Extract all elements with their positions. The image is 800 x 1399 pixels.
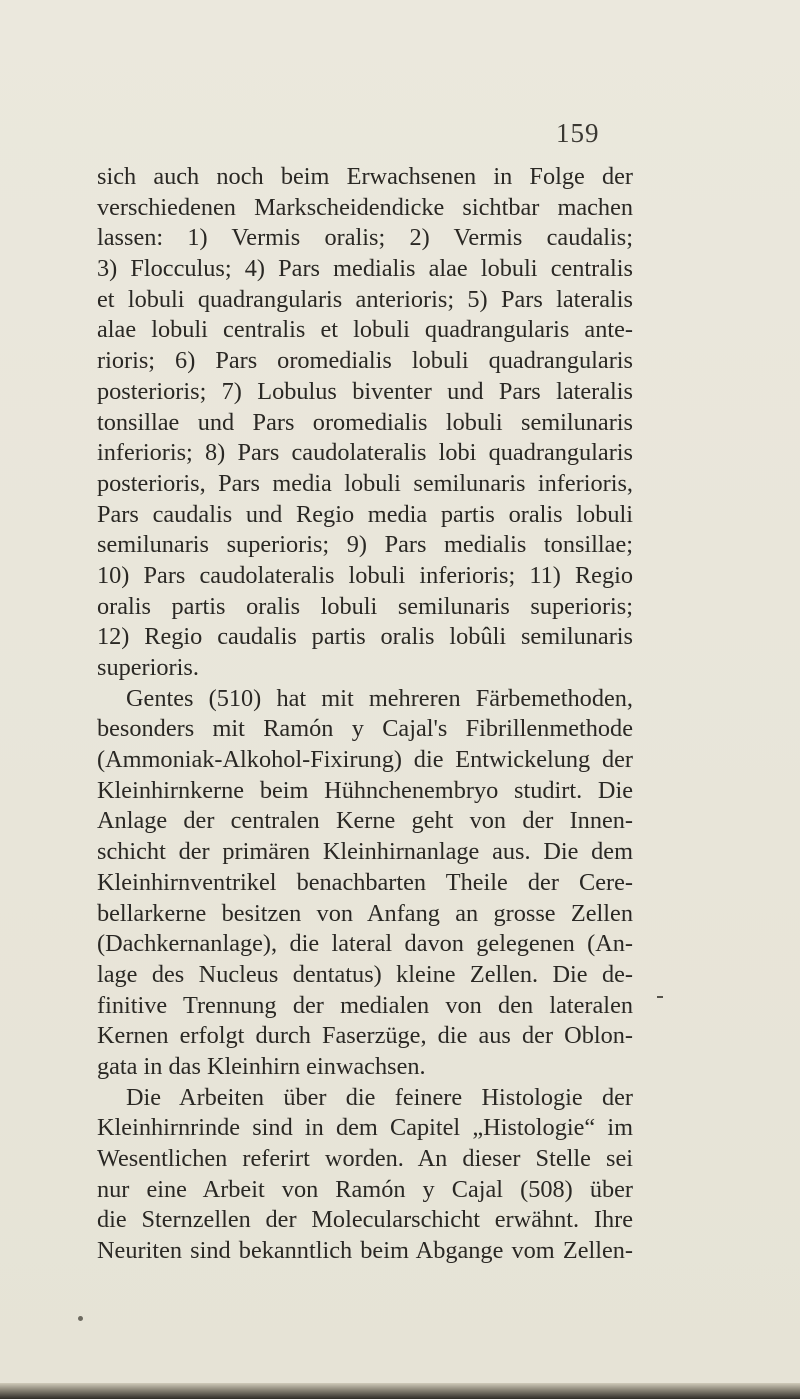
text-line: Kernen erfolgt durch Faserzüge, die aus der Oblon-: [97, 1022, 633, 1050]
text-line: sich auch noch beim Erwachsenen in Folge der: [97, 163, 633, 190]
text-line: Pars caudalis und Regio media partis oralis lobuli: [97, 500, 633, 528]
text-line: Wesentlichen referirt worden. An dieser Stelle sei: [97, 1145, 633, 1172]
text-line: 3) Flocculus; 4) Pars medialis alae lobuli centralis: [97, 255, 633, 283]
text-line: rioris; 6) Pars oromedialis lobuli quadrangularis: [97, 347, 633, 375]
text-line: 10) Pars caudolateralis lobuli inferioris; 11) Regio: [97, 561, 633, 589]
text-line: lassen: 1) Vermis oralis; 2) Vermis caudalis;: [97, 224, 633, 252]
text-line: Gentes (510) hat mit mehreren Färbemethoden,: [126, 684, 633, 712]
text-line: posterioris, Pars media lobuli semilunaris inferioris,: [97, 469, 633, 497]
text-line: die Sternzellen der Molecularschicht erwähnt. Ihre: [97, 1206, 633, 1234]
paragraph-1: [97, 162, 633, 684]
text-line: Die Arbeiten über die feinere Histologie der: [126, 1083, 633, 1111]
margin-mark: [657, 996, 663, 998]
text-line: superioris.: [97, 654, 199, 681]
text-line: verschiedenen Markscheidendicke sichtbar machen: [97, 193, 633, 221]
text-line: Anlage der centralen Kerne geht von der Innen-: [97, 807, 633, 835]
text-line: lage des Nucleus dentatus) kleine Zellen. Die de-: [97, 960, 633, 988]
text-line: Neuriten sind bekanntlich beim Abgange vom Zellen-: [97, 1237, 633, 1265]
text-line: tonsillae und Pars oromedialis lobuli semilunaris: [97, 408, 633, 436]
text-line: Kleinhirnkerne beim Hühnchenembryo studirt. Die: [97, 776, 633, 804]
text-line: nur eine Arbeit von Ramón y Cajal (508) über: [97, 1175, 633, 1203]
text-line: (Ammoniak-Alkohol-Fixirung) die Entwickelung der: [97, 746, 633, 774]
text-line: alae lobuli centralis et lobuli quadrangularis ante-: [97, 316, 633, 344]
text-line: posterioris; 7) Lobulus biventer und Pars lateralis: [97, 377, 633, 405]
text-line: oralis partis oralis lobuli semilunaris superioris;: [97, 592, 633, 620]
paragraph-3: [97, 1083, 633, 1267]
text-line: Kleinhirnrinde sind in dem Capitel „Histologie“ im: [97, 1114, 633, 1142]
text-line: gata in das Kleinhirn einwachsen.: [97, 1052, 426, 1080]
text-line: inferioris; 8) Pars caudolateralis lobi quadrangularis: [97, 439, 633, 467]
paragraph-2: [97, 684, 633, 1083]
text-line: Kleinhirnventrikel benachbarten Theile der Cere-: [97, 868, 633, 896]
scan-edge: [0, 1383, 800, 1399]
text-line: 12) Regio caudalis partis oralis lobûli semilunaris: [97, 623, 633, 651]
paper-speck: [78, 1316, 83, 1321]
text-line: et lobuli quadrangularis anterioris; 5) Pars lateralis: [97, 285, 633, 313]
text-line: schicht der primären Kleinhirnanlage aus. Die dem: [97, 838, 633, 866]
text-line: semilunaris superioris; 9) Pars medialis tonsillae;: [97, 531, 633, 559]
page-number: 159: [556, 118, 600, 148]
text-line: (Dachkernanlage), die lateral davon gelegenen (An-: [97, 930, 633, 958]
text-line: besonders mit Ramón y Cajal's Fibrillenmethode: [97, 715, 633, 743]
body-text: [97, 162, 633, 1267]
text-line: finitive Trennung der medialen von den lateralen: [97, 991, 633, 1019]
text-line: bellarkerne besitzen von Anfang an grosse Zellen: [97, 899, 633, 927]
